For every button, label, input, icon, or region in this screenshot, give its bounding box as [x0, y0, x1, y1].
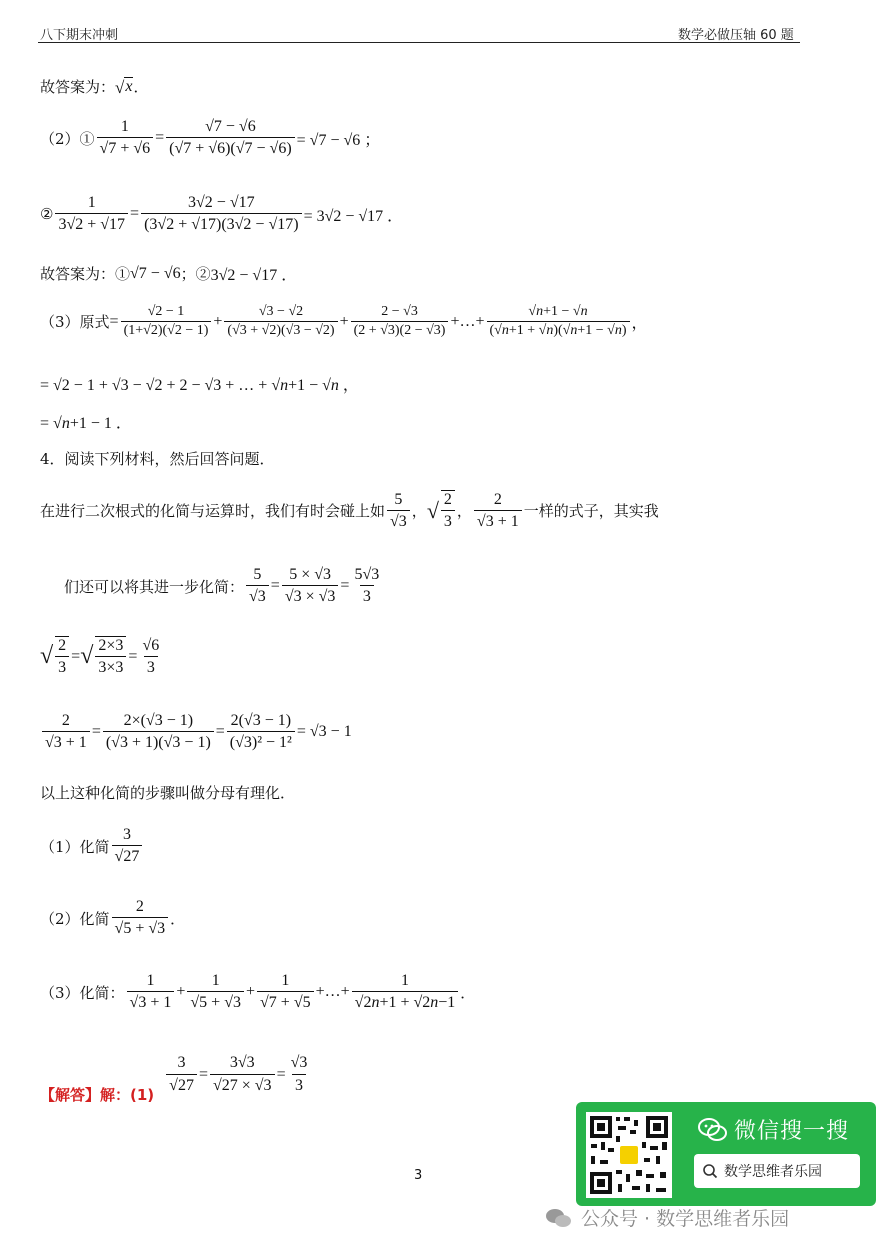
answer2: 故答案为：① √7 − √6 ；② 3√2 − √17 ． — [40, 264, 298, 284]
wechat-logo-icon — [545, 1207, 573, 1229]
part2-line1: （2）① $\frac{1}{√7 + √6}$ = $\frac{√7 - √6}{(√7 + √6)(√7 - √6)}$ = √7 − √6 ； — [40, 118, 381, 158]
header-left: 八下期末冲刺 — [40, 28, 119, 43]
q4-part1: （1）化简 $\frac{3}{√27}$ — [40, 826, 144, 867]
wechat-search-box[interactable]: 数学思维者乐园 — [694, 1154, 860, 1188]
solution-line: 【解答】解：(1) $\frac{3}{√27}$ = $\frac{3√3}{√27 \times √3}$ = $\frac{√3}{3}$ — [40, 1054, 308, 1104]
q4-part3: （3）化简： $\frac{1}{√3 + 1}$ + $\frac{1}{√5 + √3}$ + $\frac{1}{√7 + √5}$ +…+ $\frac{1}{√2n+1 + √2n-1}$ ． — [40, 972, 476, 1012]
qr-code — [586, 1112, 672, 1198]
q4-eq-sqrt23: √ $\frac{2}{3}$ = √ $\frac{2\times 3}{3\times 3}$ = $\frac{√6}{3}$ — [40, 636, 160, 677]
solution-label: 【解答】解：(1) — [40, 1086, 155, 1104]
q4-text1: 在进行二次根式的化简与运算时，我们有时会碰上如 $\frac{5}{√3}$ ， √ $\frac{2}{3}$ ， $\frac{2}{√3 + 1}$ 一样的式子，其实我 — [40, 490, 659, 531]
wechat-icon — [698, 1117, 728, 1143]
wechat-search-card[interactable] — [576, 1102, 876, 1206]
q4-part2: （2）化简 $\frac{2}{√5 + √3}$ ． — [40, 898, 186, 938]
part3-line3: = √n+1 − 1 ． — [40, 415, 132, 432]
header-rule — [38, 42, 800, 43]
q4-text2: 们还可以将其进一步化简： $\frac{5}{√3}$ = $\frac{5 \times √3}{√3 \times √3}$ = $\frac{5√3}{3}$ — [64, 566, 380, 606]
part3-line2: = √2 − 1 + √3 − √2 + 2 − √3 + … + √n+1 − √n ， — [40, 377, 359, 394]
footer-watermark: 公众号 · 数学思维者乐园 — [545, 1204, 789, 1231]
q4-title: 4．阅读下列材料，然后回答问题． — [40, 450, 275, 468]
wechat-title: 微信搜一搜 — [698, 1114, 849, 1145]
q4-text3: 以上这种化简的步骤叫做分母有理化． — [40, 784, 296, 802]
part2-line2: ② $\frac{1}{3√2 + √17}$ = $\frac{3√2 - √17}{(3√2 + √17)(3√2 - √17)}$ = 3√2 − √17 ． — [40, 194, 404, 234]
page-number: 3 — [414, 1168, 423, 1183]
part3-line1: （3）原式 = $\frac{√2 - 1}{(1+√2)(√2 - 1)}$ + $\frac{√3 - √2}{(√3 + √2)(√3 - √2)}$ + $\frac{2 - √3}{(2 + √3)(2 - √3)}$ +…+ $\frac{√n+1 - √n}{(√n+1 + √n)(√n+1 - √n)}$ ， — [40, 304, 648, 339]
answer-sqrt-x: 故答案为： √ x ． — [40, 77, 149, 97]
header-right: 数学必做压轴 60 题 — [678, 28, 794, 43]
q4-eq-2-over: $\frac{2}{√3 + 1}$ = $\frac{2\times(√3 - 1)}{(√3 + 1)(√3 - 1)}$ = $\frac{2(√3 - 1)}{\text{(√3)² − 1²}}$ = √3 − 1 — [40, 712, 352, 753]
search-icon — [702, 1163, 718, 1179]
